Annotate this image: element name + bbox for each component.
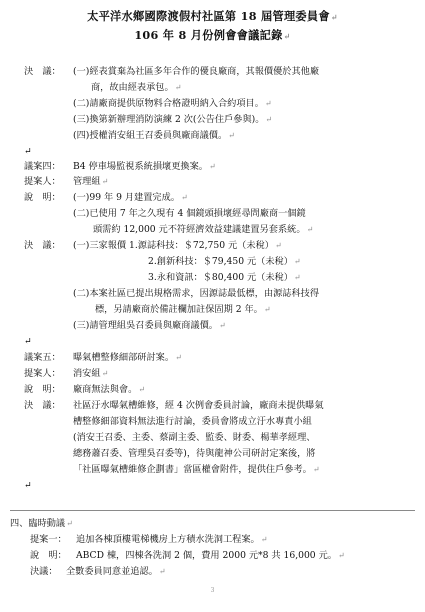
motion-explanation-label: 說 明： (30, 550, 67, 561)
title-line-1: 太平洋水鄉國際渡假村社區第 18 屆管理委員會↵ (87, 9, 338, 23)
item5-resolution-line: 社區汙水曝氣槽維修，經 4 次例會委員討論，廠商未提供曝氣 (73, 400, 324, 411)
item4-proposer-text: 管理組↵ (73, 176, 109, 187)
title-line-2: 106 年 8 月份例會會議記錄↵ (134, 28, 291, 42)
item4-case-label: 議案四： (24, 161, 61, 172)
s3-resolution-line: (一)經表賞棄為社區多年合作的優良廠商，其報價優於其他廠 (73, 66, 320, 77)
item4-case-text: B4 停車場監視系統損壞更換案。↵ (73, 161, 216, 172)
item4-explanation-line: (二)已使用 7 年之久現有 4 個鏡頭損壞經尋問廠商一個鏡 (73, 208, 306, 219)
paragraph-mark: ↵ (24, 336, 32, 347)
motion-explanation-text: ABCD 棟，四棟各洗洞 2 個，費用 2000 元*8 共 16,000 元。↵ (76, 550, 345, 561)
item5-proposer-text: 消安組↵ (73, 368, 109, 379)
item4-resolution-label: 決 議： (24, 240, 61, 251)
item4-explanation-label: 說 明： (24, 192, 61, 203)
item5-case-label: 議案五： (24, 352, 61, 363)
item4-resolution-line: (二)本案社區已提出規格需求，因源誌最低標，由源誌科技得 (73, 288, 320, 299)
item5-explanation-text: 廠商無法與會。↵ (73, 384, 146, 395)
item5-resolution-line: 「社區曝氣槽維修企劃書」當區權會附件，提供住戶參考。↵ (73, 464, 320, 475)
motion-label: 提案一： (30, 534, 67, 545)
s3-resolution-line: (三)換第新辦理消防演練 2 次(公告住戶參與)。↵ (73, 114, 273, 125)
item4-explanation-line: (一)99 年 9 月建置完成。↵ (73, 192, 188, 203)
item4-explanation-line: 頭需約 12,000 元不符經濟效益建議建置另套系統。↵ (93, 224, 314, 235)
item5-resolution-line: 槽整修細部資料無法進行討論，委員會將成立汙水專責小組 (73, 416, 312, 427)
section-divider (10, 510, 415, 511)
s3-resolution-line: (四)授權消安組王召委員與廠商議價。↵ (73, 130, 235, 141)
item4-quote: 2.創新科技：＄79,450 元（未稅）↵ (148, 256, 301, 267)
item4-quote: 3.永和資訊：＄80,400 元（未稅）↵ (148, 272, 301, 283)
item4-resolution-line: (一)三家報價 1.源誌科技：＄72,750 元（未稅）↵ (73, 240, 282, 251)
motion-resolution-label: 決議： (30, 566, 58, 577)
item5-resolution-label: 決 議： (24, 400, 61, 411)
s3-resolution-label: 決 議： (24, 66, 61, 77)
item4-resolution-line: (三)請管理組吳召委員與廠商議價。↵ (73, 320, 226, 331)
page-number: 3 (210, 587, 215, 594)
motion-text: 追加各棟頂樓電梯機房上方積水洗洞工程案。↵ (76, 534, 268, 545)
item5-resolution-line: (消安王召委、主委、蔡副主委、監委、財委、楊華孝經理、 (73, 432, 316, 443)
s3-resolution-line: 商，故由經表承包。↵ (91, 82, 182, 93)
item5-proposer-label: 提案人： (24, 368, 61, 379)
item4-proposer-label: 提案人： (24, 176, 61, 187)
motion-resolution-text: 全數委員同意並追認。↵ (66, 566, 166, 577)
item5-explanation-label: 說 明： (24, 384, 61, 395)
s3-resolution-line: (二)請廠商提供原物料合格證明納入合約項目。↵ (73, 98, 272, 109)
item5-resolution-line: 總務蕭召委、管理吳召委等)，待與龍神公司研討定案後，將 (73, 448, 316, 459)
section4-heading: 四、臨時動議↵ (10, 518, 73, 529)
item4-resolution-line: 標，另請廠商於備註欄加註保固期 2 年。↵ (95, 304, 271, 315)
paragraph-mark: ↵ (24, 480, 32, 491)
paragraph-mark: ↵ (24, 146, 32, 157)
item5-case-text: 曝氣槽整修細部研討案。↵ (73, 352, 182, 363)
